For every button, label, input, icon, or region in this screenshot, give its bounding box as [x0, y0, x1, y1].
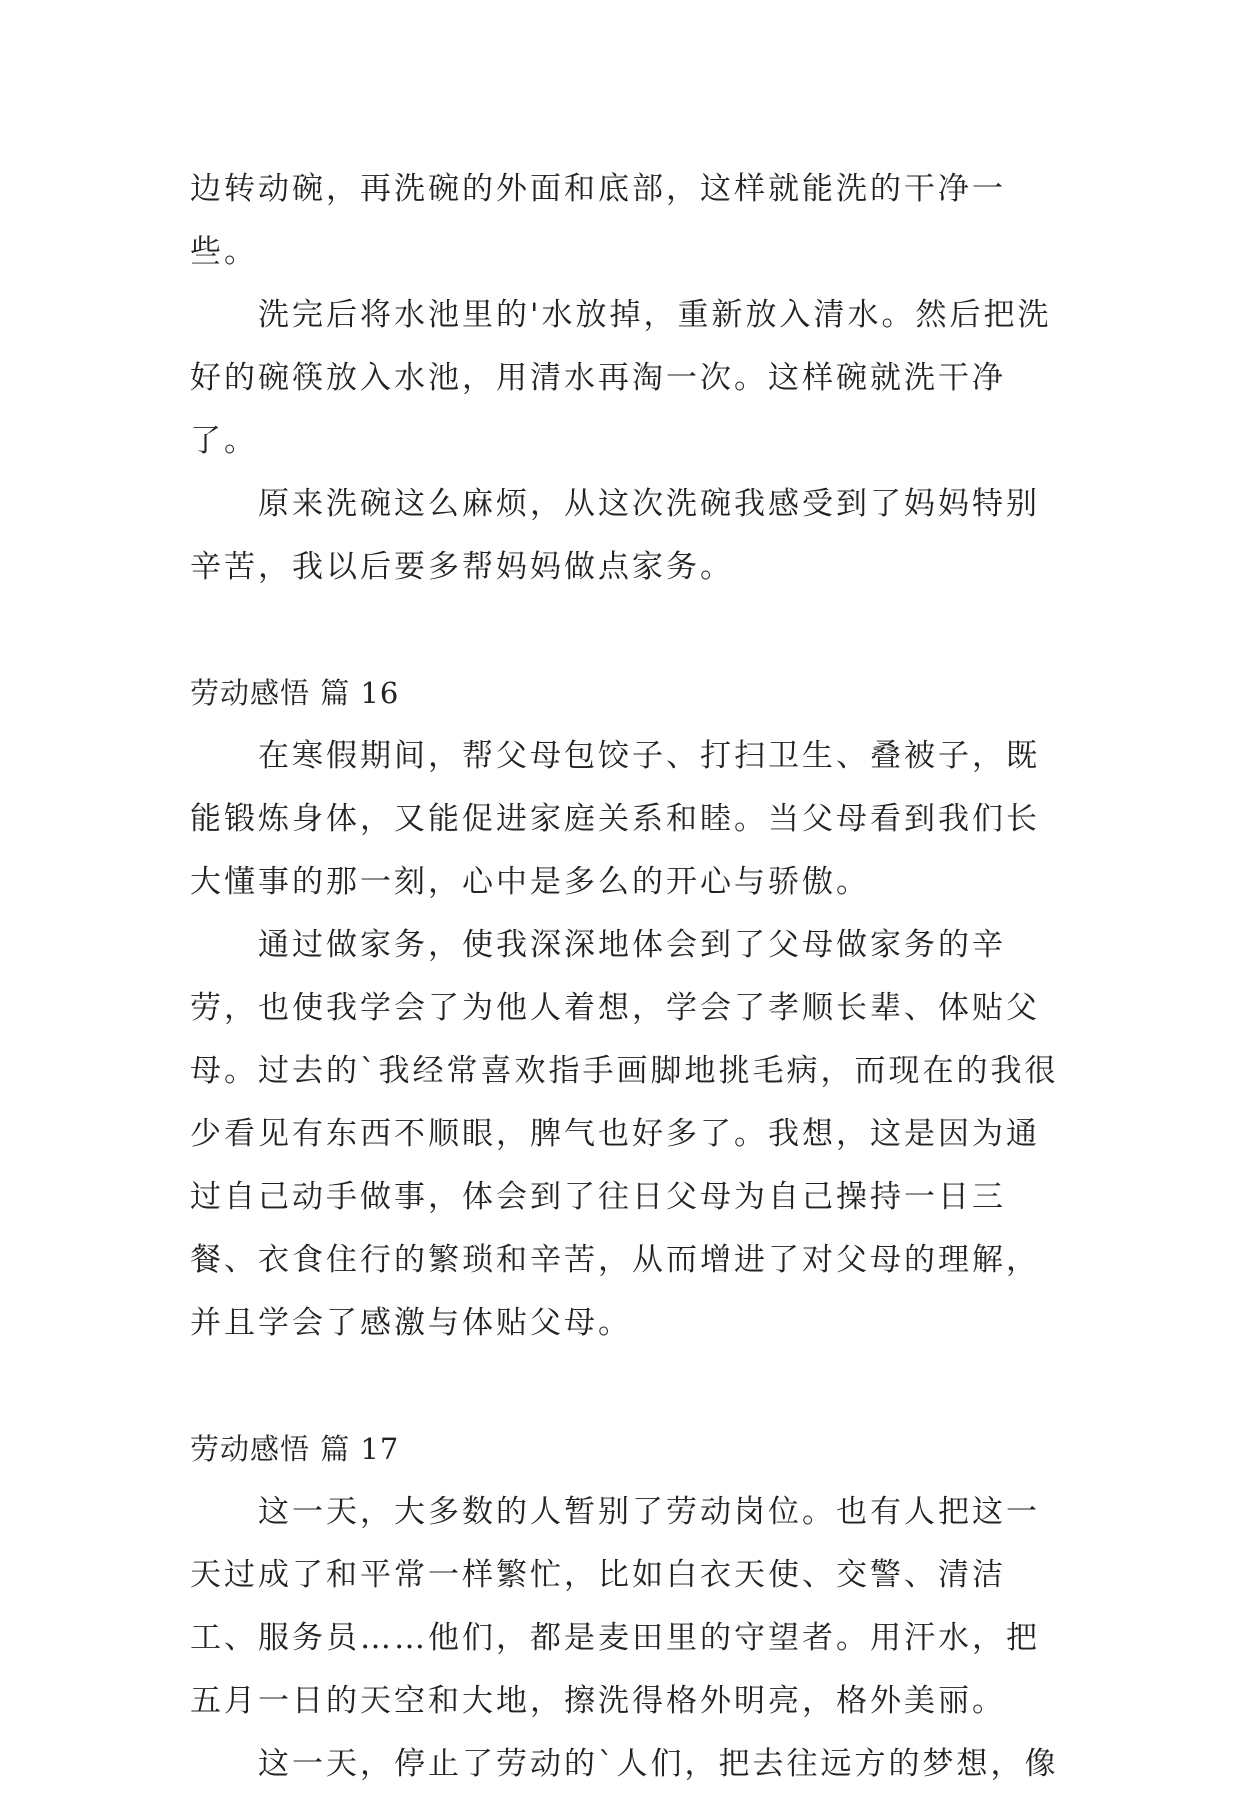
paragraph: 通过做家务，使我深深地体会到了父母做家务的辛劳，也使我学会了为他人着想，学会了孝顺长辈、体贴父母。过去的`我经常喜欢指手画脚地挑毛病，而现在的我很少看见有东西不顺眼，脾气也好多了。我想，这是因为通过自己动手做事，体会到了往日父母为自己操持一日三餐、衣食住行的繁琐和辛苦，从而增进了对父母的理解，并且学会了感激与体贴父母。: [190, 927, 1059, 1341]
paragraph: 边转动碗，再洗碗的外面和底部，这样就能洗的干净一些。: [190, 171, 1006, 270]
section-heading: 劳动感悟 篇 17: [190, 1432, 400, 1466]
paragraph: 这一天，停止了劳动的`人们，把去往远方的梦想，像: [258, 1746, 1059, 1782]
paragraph: 这一天，大多数的人暂别了劳动岗位。也有人把这一天过成了和平常一样繁忙，比如白衣天使、交警、清洁工、服务员……他们，都是麦田里的守望者。用汗水，把五月一日的天空和大地，擦洗得格外明亮，格外美丽。: [190, 1494, 1040, 1719]
paragraph: 在寒假期间，帮父母包饺子、打扫卫生、叠被子，既能锻炼身体，又能促进家庭关系和睦。当父母看到我们长大懂事的那一刻，心中是多么的开心与骄傲。: [190, 738, 1040, 900]
paragraph: 洗完后将水池里的'水放掉，重新放入清水。然后把洗好的碗筷放入水池，用清水再淘一次。这样碗就洗干净了。: [190, 297, 1052, 459]
section-heading: 劳动感悟 篇 16: [190, 676, 400, 710]
document-body: [190, 158, 1070, 1796]
paragraph: 原来洗碗这么麻烦，从这次洗碗我感受到了妈妈特别辛苦，我以后要多帮妈妈做点家务。: [190, 486, 1040, 585]
